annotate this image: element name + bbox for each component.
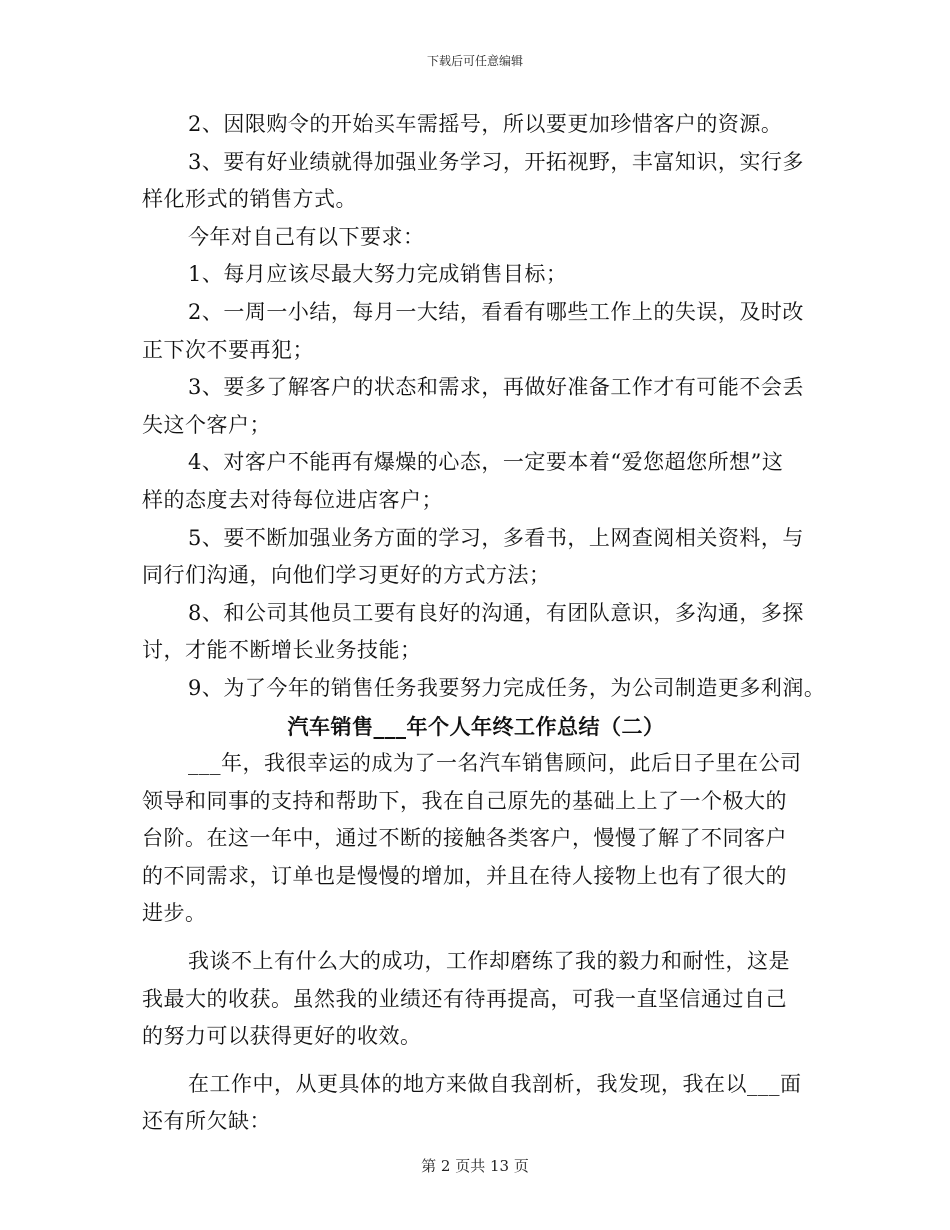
paragraph	[142, 106, 810, 144]
paragraph-line: 还有所欠缺：	[142, 1109, 271, 1134]
paragraph	[142, 294, 810, 369]
paragraph-line: 的不同需求，订单也是慢慢的增加，并且在待人接物上也有了很大的	[142, 863, 787, 888]
section-title: 汽车销售___年个人年终工作总结（二）	[287, 713, 665, 739]
paragraph-line: 样的态度去对待每位进店客户；	[142, 487, 443, 512]
paragraph	[142, 745, 810, 933]
document-body	[142, 106, 826, 1141]
paragraph-line: 进步。	[142, 901, 207, 926]
paragraph	[142, 943, 810, 1056]
paragraph-line: 2、一周一小结，每月一大结，看看有哪些工作上的失误，及时改	[188, 299, 804, 324]
paragraph	[142, 369, 810, 444]
paragraph-line: 样化形式的销售方式。	[142, 187, 357, 212]
paragraph	[142, 520, 810, 595]
paragraph-line: 8、和公司其他员工要有良好的沟通，有团队意识，多沟通，多探	[188, 600, 804, 625]
paragraph-line: 1、每月应该尽最大努力完成销售目标；	[188, 262, 568, 287]
paragraphs-top	[142, 106, 826, 708]
paragraph	[142, 444, 810, 519]
paragraph-line: 我谈不上有什么大的成功，工作却磨练了我的毅力和耐性，这是	[188, 949, 790, 974]
paragraph-line: 今年对自己有以下要求：	[188, 224, 425, 249]
paragraph-line: 我最大的收获。虽然我的业绩还有待再提高，可我一直坚信通过自己	[142, 986, 787, 1011]
paragraph-line: 台阶。在这一年中，通过不断的接触各类客户，慢慢了解了不同客户	[142, 826, 787, 851]
paragraph-line: 2、因限购令的开始买车需摇号，所以要更加珍惜客户的资源。	[188, 112, 783, 136]
paragraph	[142, 1066, 810, 1141]
paragraph-line: 在工作中，从更具体的地方来做自我剖析，我发现，我在以___面	[188, 1071, 802, 1096]
paragraph-line: 3、要有好业绩就得加强业务学习，开拓视野，丰富知识，实行多	[188, 149, 804, 174]
paragraph-line: 5、要不断加强业务方面的学习，多看书，上网查阅相关资料，与	[188, 525, 804, 550]
paragraph	[142, 670, 826, 708]
paragraph-line: 的努力可以获得更好的收效。	[142, 1024, 422, 1049]
paragraph-line: 4、对客户不能再有爆燥的心态，一定要本着“爱您超您所想”这	[188, 450, 784, 475]
paragraph-line: 讨，才能不断增长业务技能；	[142, 638, 422, 663]
paragraph	[142, 256, 810, 294]
paragraph	[142, 595, 810, 670]
paragraphs-bottom	[142, 745, 810, 1141]
paragraph	[142, 144, 810, 219]
paragraph-line: 3、要多了解客户的状态和需求，再做好准备工作才有可能不会丢	[188, 375, 804, 400]
page-header: 下载后可任意编辑	[426, 54, 523, 68]
paragraph-line: ___年，我很幸运的成为了一名汽车销售顾问，此后日子里在公司	[188, 751, 802, 776]
paragraph-line: 正下次不要再犯；	[142, 337, 314, 362]
paragraph-line: 9、为了今年的销售任务我要努力完成任务，为公司制造更多利润。	[188, 675, 826, 700]
paragraph-line: 领导和同事的支持和帮助下，我在自己原先的基础上上了一个极大的	[142, 788, 787, 813]
page-footer: 第 2 页共 13 页	[421, 1157, 529, 1175]
paragraph	[142, 219, 810, 257]
paragraph-line: 同行们沟通，向他们学习更好的方式方法；	[142, 563, 551, 588]
paragraph-line: 失这个客户；	[142, 412, 271, 437]
